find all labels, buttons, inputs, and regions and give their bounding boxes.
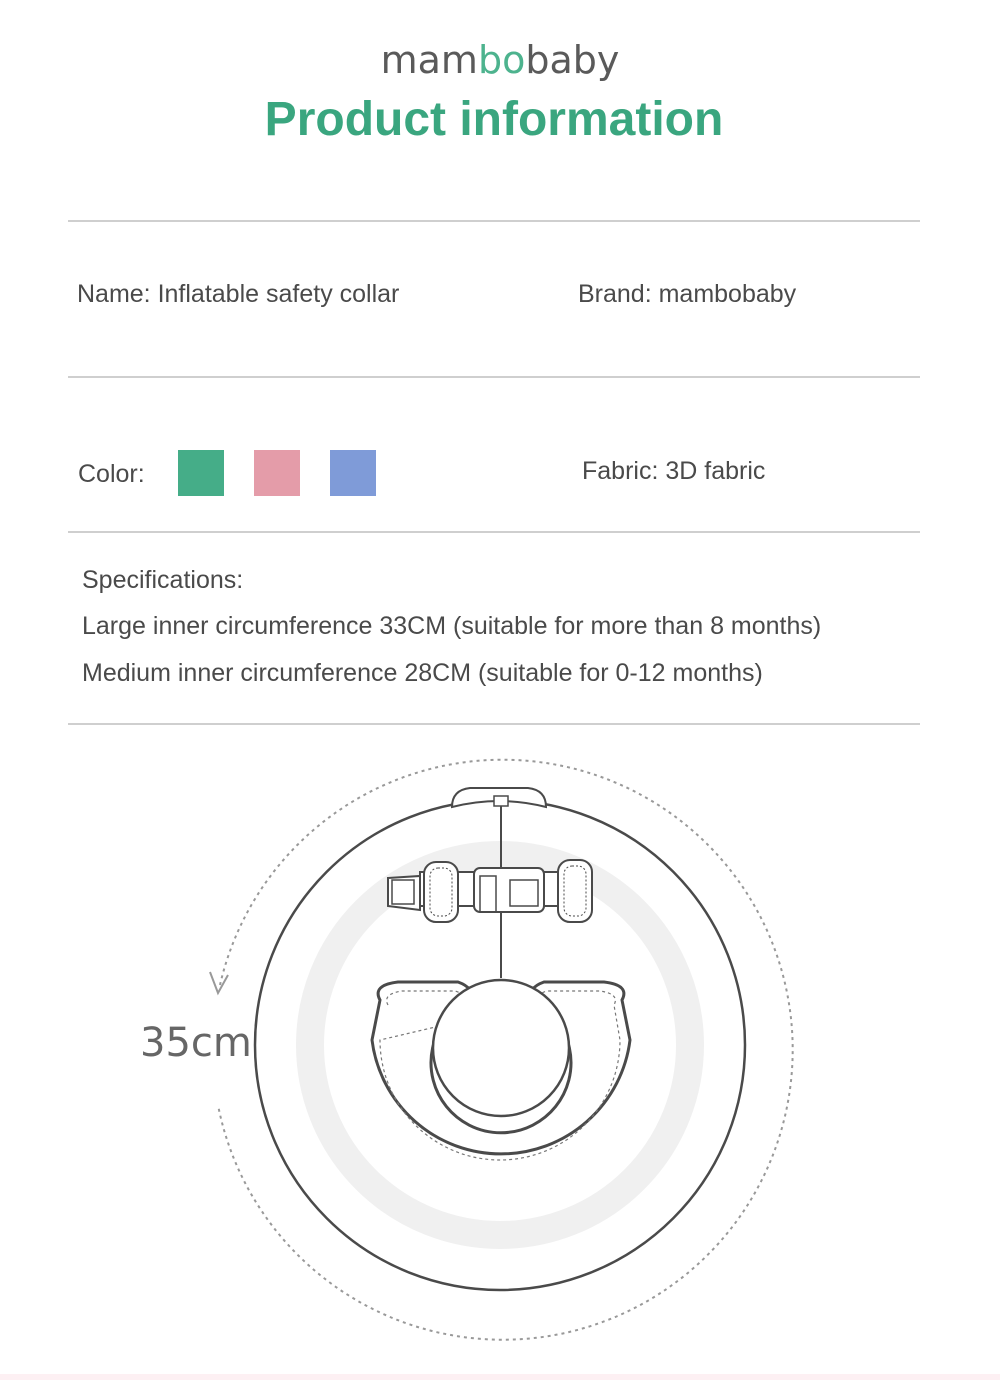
color-label: Color:	[78, 460, 145, 488]
divider	[68, 376, 920, 378]
logo-text-2: bo	[477, 38, 526, 82]
product-brand: Brand: mambobaby	[578, 280, 797, 308]
page-title: Product information	[264, 93, 724, 146]
specs-heading: Specifications:	[82, 566, 244, 594]
logo-text-3: baby	[525, 38, 620, 82]
spec-large: Large inner circumference 33CM (suitable for more than 8 months)	[82, 612, 822, 640]
spec-medium: Medium inner circumference 28CM (suitable for 0-12 months)	[82, 659, 763, 687]
color-swatch-blue	[330, 450, 376, 496]
size-label: 35cm	[140, 1020, 252, 1066]
product-fabric: Fabric: 3D fabric	[582, 457, 766, 485]
product-name: Name: Inflatable safety collar	[77, 280, 400, 308]
divider	[68, 531, 920, 533]
bottom-strip	[0, 1374, 1000, 1380]
color-swatch-green	[178, 450, 224, 496]
divider	[68, 723, 920, 725]
brand-logo	[0, 38, 1000, 82]
arrow-head-icon	[210, 972, 228, 993]
color-swatch-pink	[254, 450, 300, 496]
neck-hole	[433, 980, 569, 1116]
logo-text-1: mam	[380, 38, 478, 82]
divider	[68, 220, 920, 222]
